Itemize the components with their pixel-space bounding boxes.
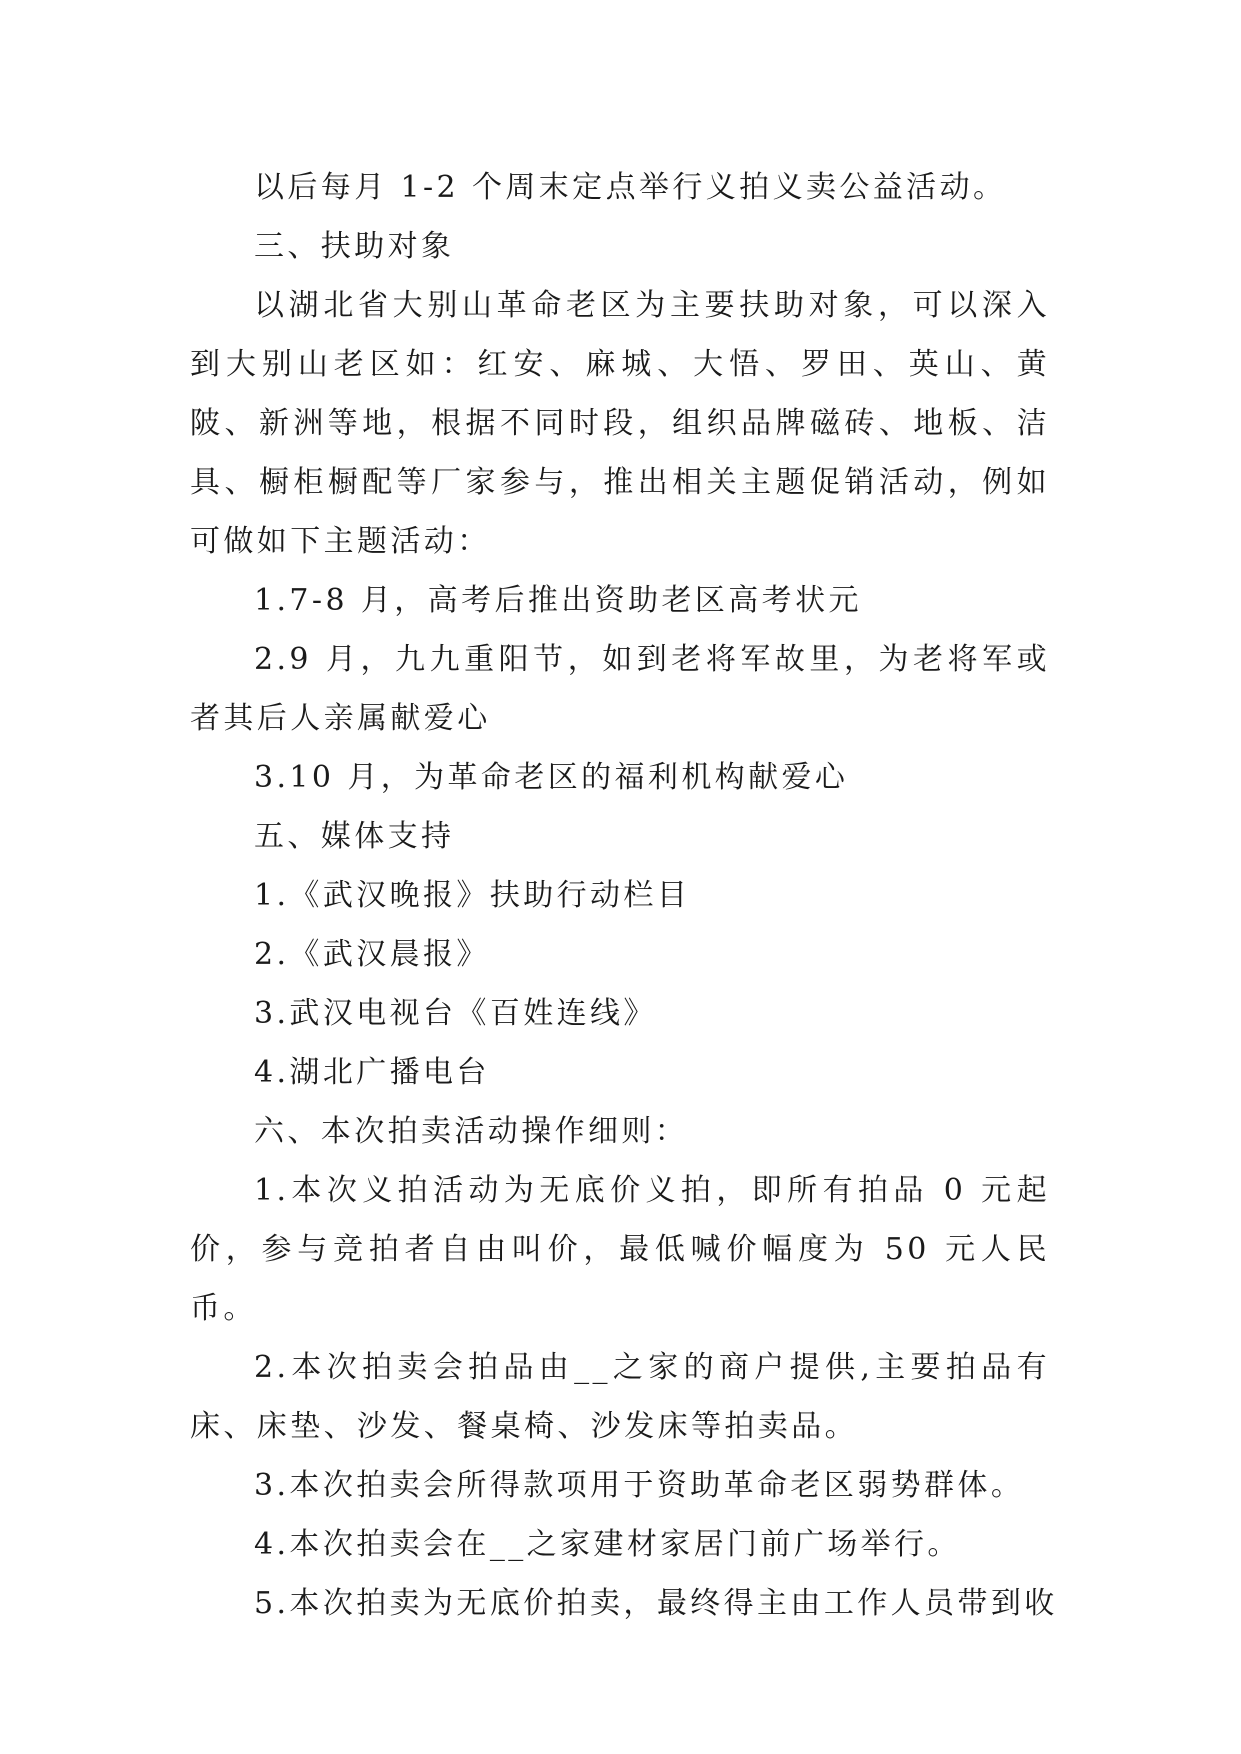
media-item-2: 2.《武汉晨报》 (254, 937, 490, 972)
media-item-4: 4.湖北广播电台 (254, 1055, 490, 1090)
activity-item-1: 1.7-8 月，高考后推出资助老区高考状元 (254, 583, 862, 618)
auction-rule-5: 5.本次拍卖为无底价拍卖，最终得主由工作人员带到收 (254, 1586, 1058, 1621)
document-body (190, 158, 1058, 1633)
auction-rule-3: 3.本次拍卖会所得款项用于资助革命老区弱势群体。 (254, 1468, 1025, 1503)
auction-rule-1: 1.本次义拍活动为无底价义拍，即所有拍品 0 元起价，参与竞拍者自由叫价，最低喊价幅度为 50 元人民币。 (190, 1173, 1050, 1326)
section-heading-auction-rules: 六、本次拍卖活动操作细则： (254, 1114, 689, 1149)
media-item-1: 1.《武汉晚报》扶助行动栏目 (254, 878, 691, 913)
paragraph-support-targets: 以湖北省大别山革命老区为主要扶助对象，可以深入到大别山老区如：红安、麻城、大悟、罗田、英山、黄陂、新洲等地，根据不同时段，组织品牌磁砖、地板、洁具、橱柜橱配等厂家参与，推出相关主题促销活动，例如可做如下主题活动： (190, 288, 1050, 559)
activity-item-3: 3.10 月，为革命老区的福利机构献爱心 (254, 760, 849, 795)
activity-item-2: 2.9 月，九九重阳节，如到老将军故里，为老将军或者其后人亲属献爱心 (190, 642, 1050, 736)
auction-rule-4: 4.本次拍卖会在__之家建材家居门前广场举行。 (254, 1527, 961, 1562)
section-heading-media-support: 五、媒体支持 (254, 819, 455, 854)
media-item-3: 3.武汉电视台《百姓连线》 (254, 996, 657, 1031)
paragraph-weekend-events: 以后每月 1-2 个周末定点举行义拍义卖公益活动。 (254, 170, 1007, 205)
auction-rule-2: 2.本次拍卖会拍品由__之家的商户提供,主要拍品有床、床垫、沙发、餐桌椅、沙发床等拍卖品。 (190, 1350, 1050, 1444)
section-heading-support-targets: 三、扶助对象 (254, 229, 455, 264)
